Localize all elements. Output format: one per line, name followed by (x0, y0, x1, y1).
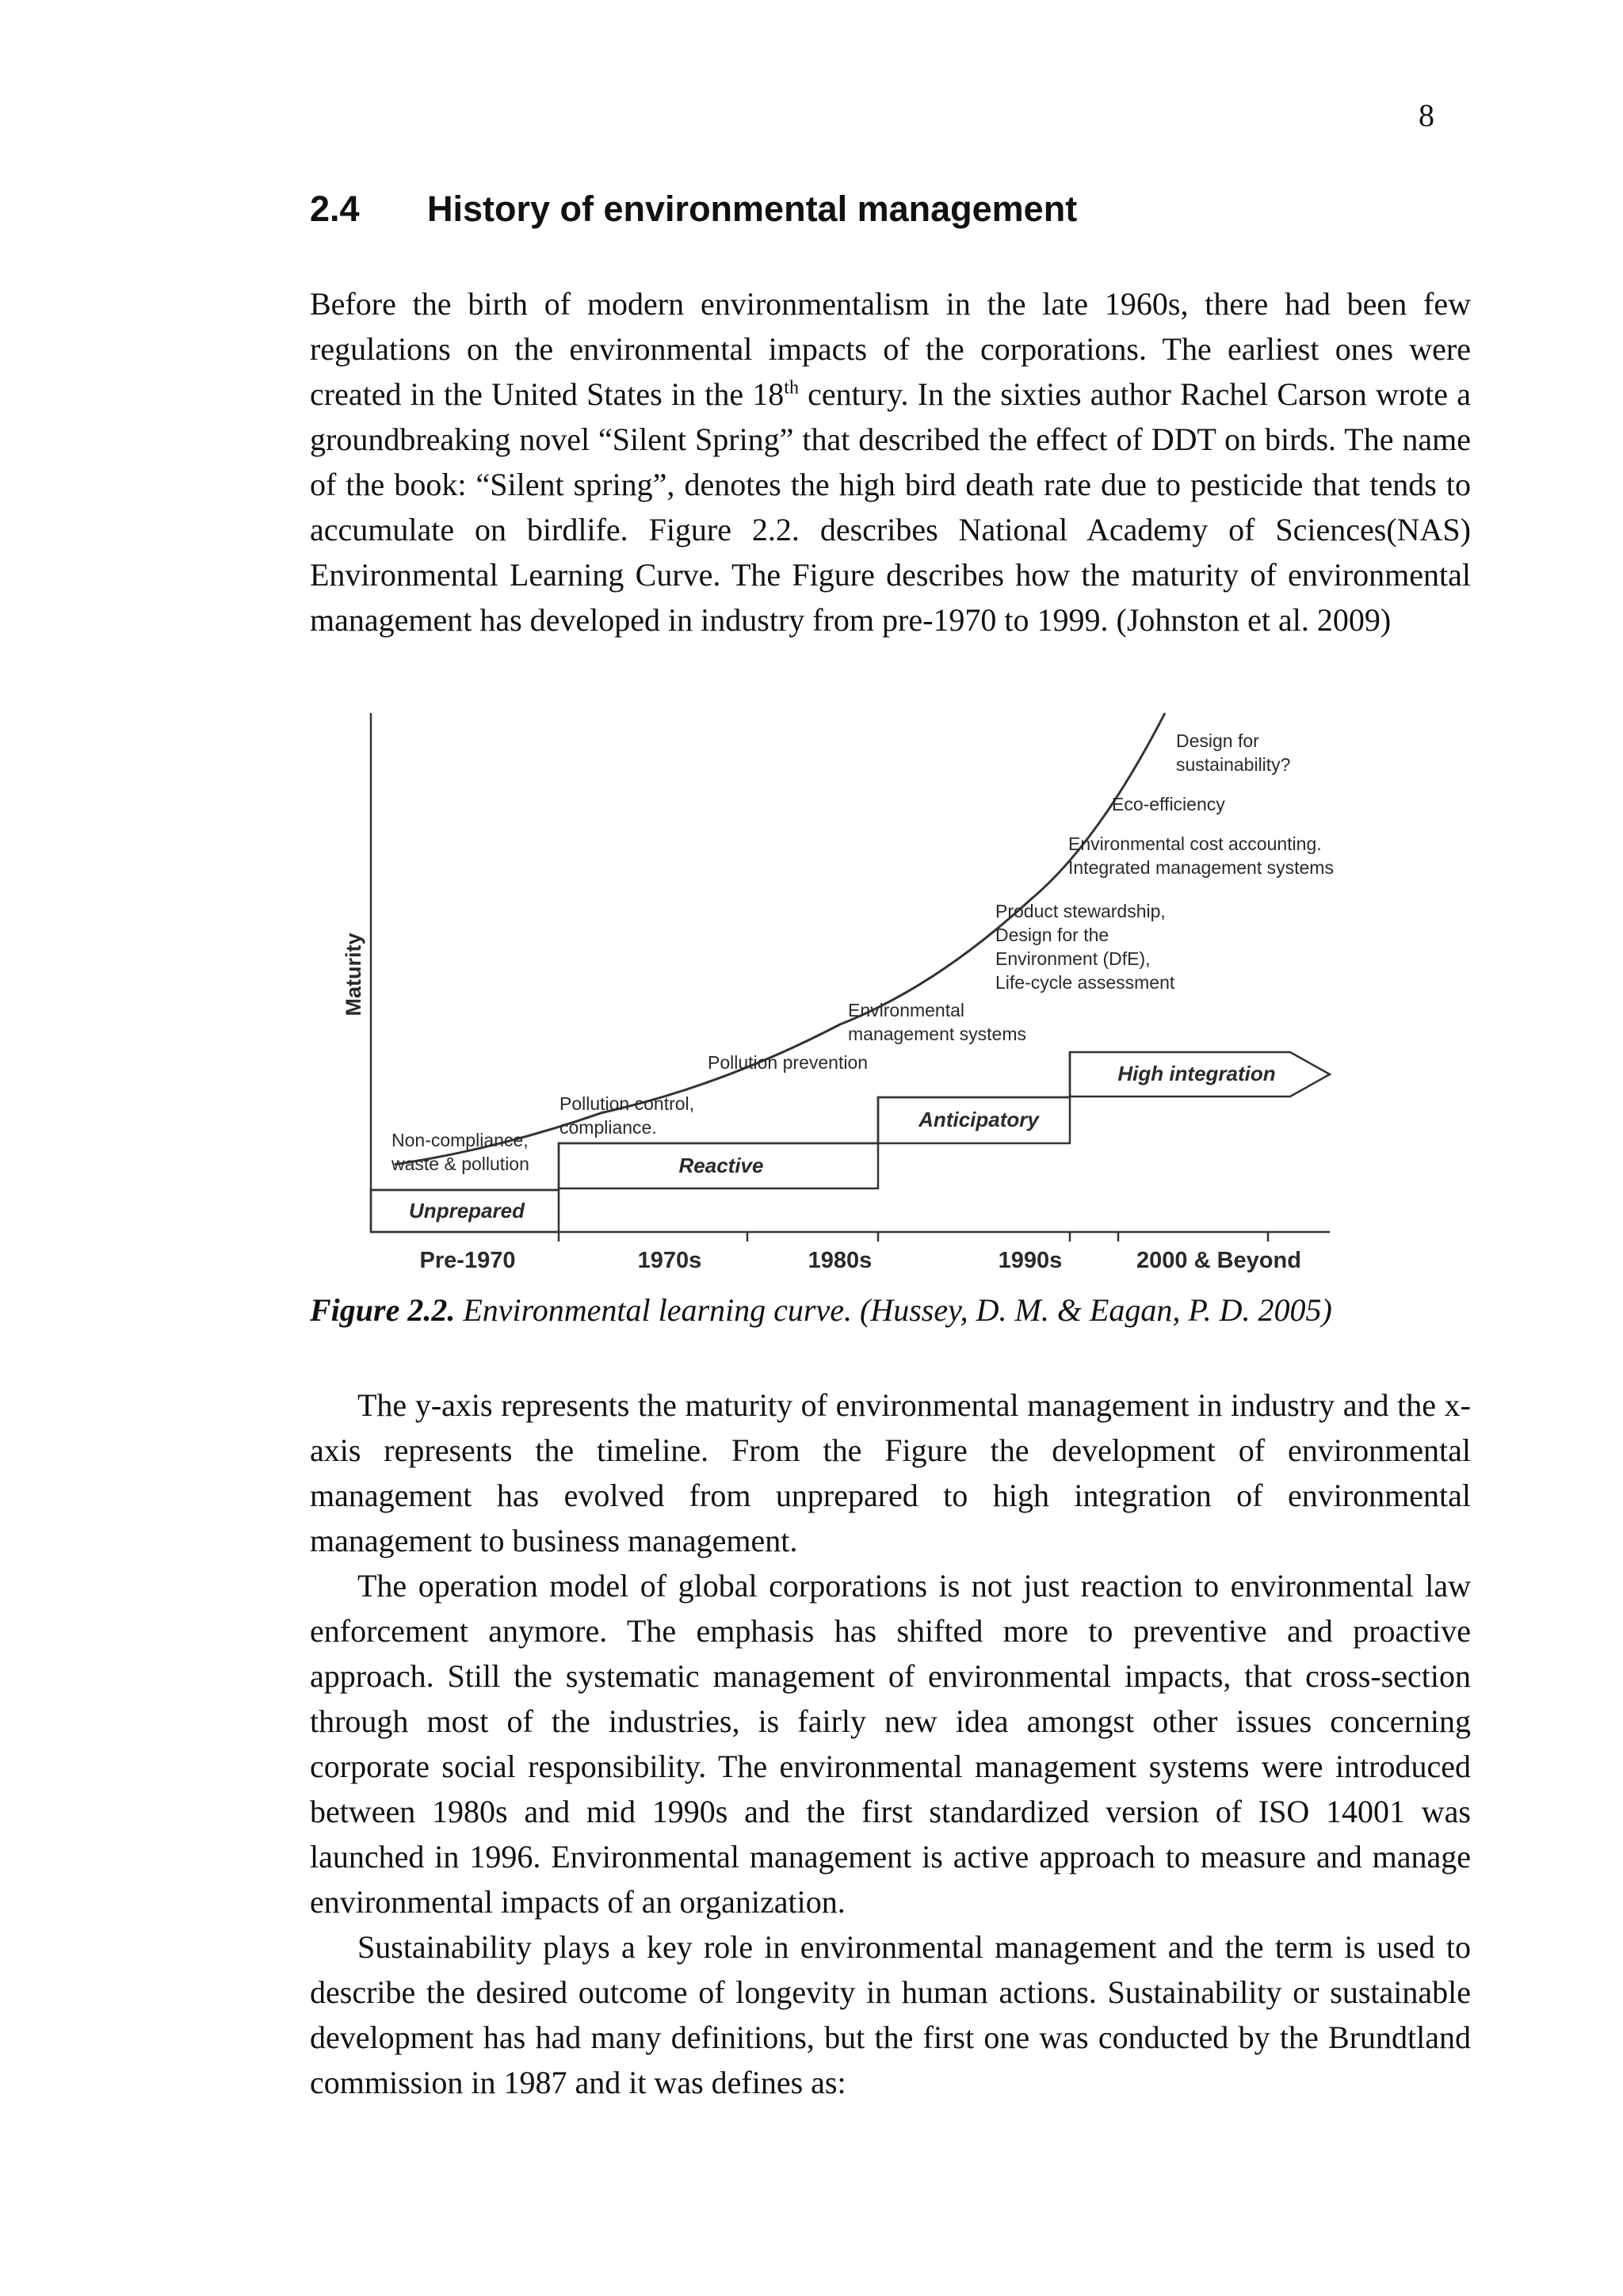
curve-annotation: Product stewardship, (995, 901, 1166, 921)
superscript-th: th (784, 377, 799, 399)
curve-annotation: Design for (1176, 730, 1259, 751)
stage-label: High integration (1117, 1062, 1276, 1085)
curve-annotation: compliance. (559, 1117, 657, 1138)
section-title: History of environmental management (427, 189, 1078, 229)
curve-annotation: Design for the (995, 925, 1109, 945)
figure-caption-text: Environmental learning curve. (Hussey, D. M. & Eagan, P. D. 2005) (455, 1292, 1332, 1328)
section-number: 2.4 (310, 189, 360, 229)
maturity-curve (395, 713, 1165, 1165)
x-tick-label: 2000 & Beyond (1136, 1248, 1301, 1273)
curve-annotation: Pollution prevention (708, 1052, 869, 1073)
stair-step-outline (371, 1052, 1070, 1190)
curve-annotation: Environmental cost accounting. (1068, 833, 1322, 854)
curve-annotation: Environmental (848, 1000, 965, 1020)
stage-box-unprepared (371, 1190, 559, 1232)
paragraph-operation-model: The operation model of global corporations is not just reaction to environmental law enforcement anymore. The emphasis has shifted more to preventive and proactive approach. Still the systematic management of environmental impacts, that cross-section through most of the industries, is fairly new idea amongst other issues concerning corporate social responsibility. The environmental management systems were introduced between 1980s and mid 1990s and the first standardized version of ISO 14001 was launched in 1996. Environmental management is active approach to measure and manage environmental impacts of an organization. (310, 1568, 1471, 1920)
curve-annotation: Life-cycle assessment (995, 972, 1175, 993)
curve-annotation: Integrated management systems (1068, 857, 1334, 878)
curve-annotation: Environment (DfE), (995, 948, 1151, 969)
x-tick-label: Pre-1970 (419, 1248, 516, 1273)
curve-annotation: waste & pollution (391, 1154, 529, 1174)
figure-caption (310, 1291, 1332, 1329)
curve-annotation: Non-compliance, (391, 1130, 529, 1150)
x-tick-label: 1970s (637, 1248, 702, 1273)
stage-label: Anticipatory (918, 1108, 1039, 1131)
stage-label: Unprepared (409, 1199, 525, 1222)
curve-annotation: Pollution control, (559, 1093, 695, 1114)
paragraph-axes: The y-axis represents the maturity of environmental management in industry and the x-axis represents the timeline. From the Figure the development of environmental management has evolved from unprepared to high integration of environmental management to business management. (310, 1387, 1471, 1558)
figure-caption-label: Figure 2.2. (310, 1292, 456, 1328)
stage-box-reactive (559, 1143, 878, 1188)
x-tick-label: 1980s (808, 1248, 873, 1273)
stage-label: Reactive (678, 1154, 764, 1177)
curve-annotation: management systems (848, 1024, 1026, 1044)
x-tick-label: 1990s (998, 1248, 1063, 1273)
paragraph-intro-text-1: Before the birth of modern environmentalism in the late 1960s, there had been few regulations on the environmental impacts of the corporations. The earliest ones were created in the United States in the 18 (310, 286, 1471, 412)
y-axis-label: Maturity (342, 933, 365, 1016)
section-heading (310, 189, 1077, 230)
paragraph-sustainability: Sustainability plays a key role in environmental management and the term is used to describe the desired outcome of longevity in human actions. Sustainability or sustainable development has had many definitions, but the first one was conducted by the Brundtland commission in 1987 and it was defines as: (310, 1929, 1471, 2100)
paragraph-intro (310, 281, 1471, 643)
stage-box-anticipatory (878, 1097, 1070, 1143)
page-number: 8 (1419, 97, 1434, 133)
stage-arrow-high-integration (1070, 1052, 1330, 1097)
curve-annotation: Eco-efficiency (1112, 794, 1225, 814)
paragraph-intro-text-2: century. In the sixties author Rachel Carson wrote a groundbreaking novel “Silent Spring” that described the effect of DDT on birds. The name of the book: “Silent spring”, denotes the high bird death rate due to pesticide that tends to accumulate on birdlife. Figure 2.2. describes National Academy of Sciences(NAS) Environmental Learning Curve. The Figure describes how the maturity of environmental management has developed in industry from pre-1970 to 1999. (Johnston et al. 2009) (310, 376, 1471, 638)
curve-annotation: sustainability? (1176, 754, 1291, 775)
